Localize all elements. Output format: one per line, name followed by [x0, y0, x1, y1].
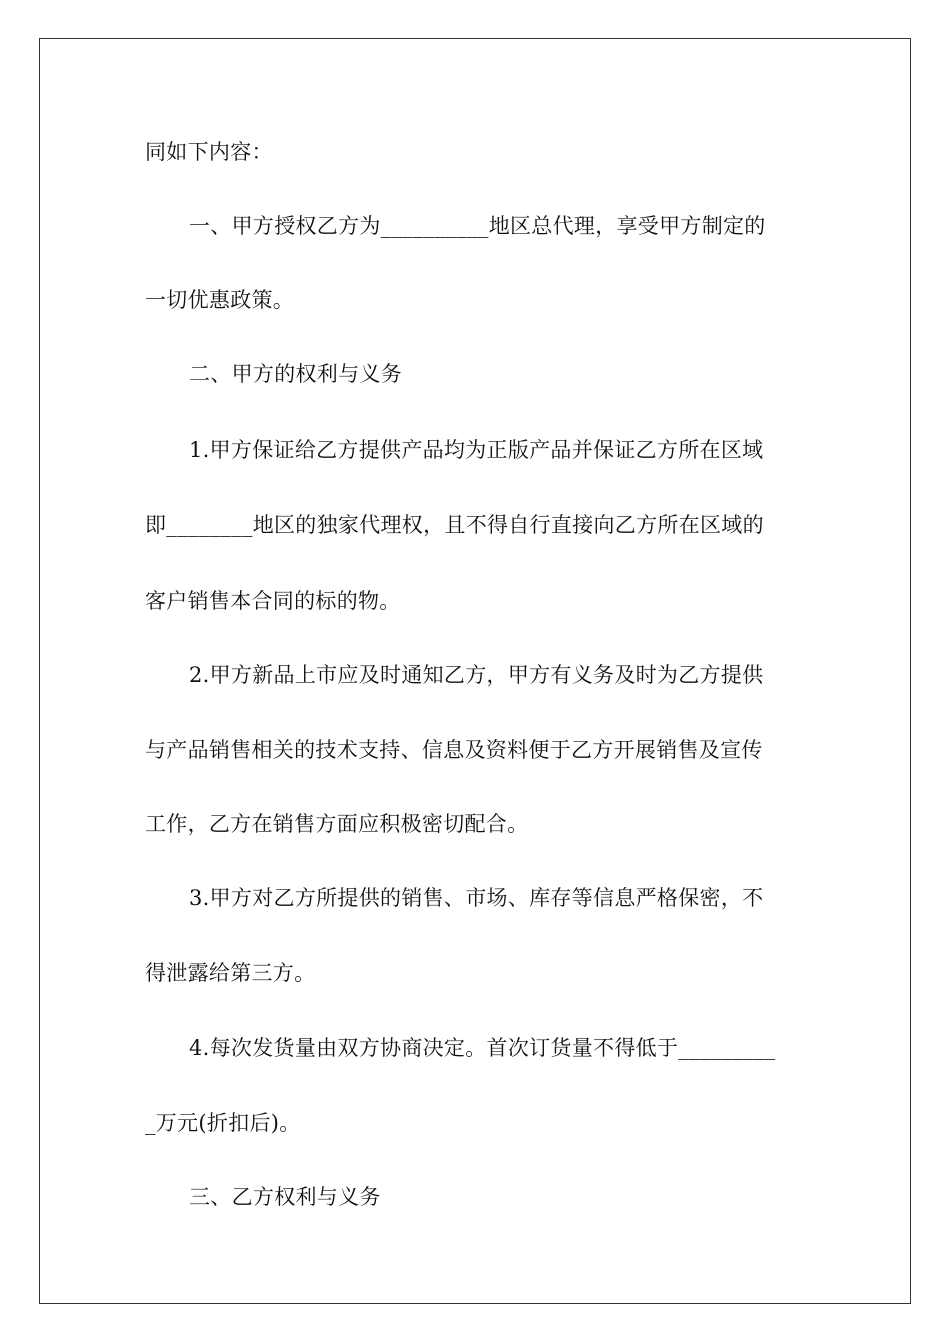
- paragraph-line-2: 一、甲方授权乙方为__________地区总代理，享受甲方制定的: [189, 214, 766, 238]
- paragraph-line-7: 客户销售本合同的标的物。: [145, 589, 401, 613]
- paragraph-line-8: 2.甲方新品上市应及时通知乙方，甲方有义务及时为乙方提供: [189, 663, 764, 687]
- paragraph-line-5: 1.甲方保证给乙方提供产品均为正版产品并保证乙方所在区域: [189, 438, 764, 462]
- paragraph-line-9: 与产品销售相关的技术支持、信息及资料便于乙方开展销售及宣传: [145, 738, 763, 762]
- paragraph-line-10: 工作，乙方在销售方面应积极密切配合。: [145, 812, 529, 836]
- section-heading-2: 二、甲方的权利与义务: [189, 362, 402, 386]
- section-heading-3: 三、乙方权利与义务: [189, 1185, 381, 1209]
- paragraph-line-12: 得泄露给第三方。: [145, 961, 316, 985]
- paragraph-line-14: _万元(折扣后)。: [145, 1111, 301, 1135]
- paragraph-line-11: 3.甲方对乙方所提供的销售、市场、库存等信息严格保密，不: [189, 886, 764, 910]
- paragraph-line-6: 即________地区的独家代理权，且不得自行直接向乙方所在区域的: [145, 513, 764, 537]
- paragraph-line-13: 4.每次发货量由双方协商决定。首次订货量不得低于_________: [189, 1036, 776, 1060]
- paragraph-line-3: 一切优惠政策。: [145, 288, 295, 312]
- paragraph-line-1: 同如下内容：: [145, 140, 273, 164]
